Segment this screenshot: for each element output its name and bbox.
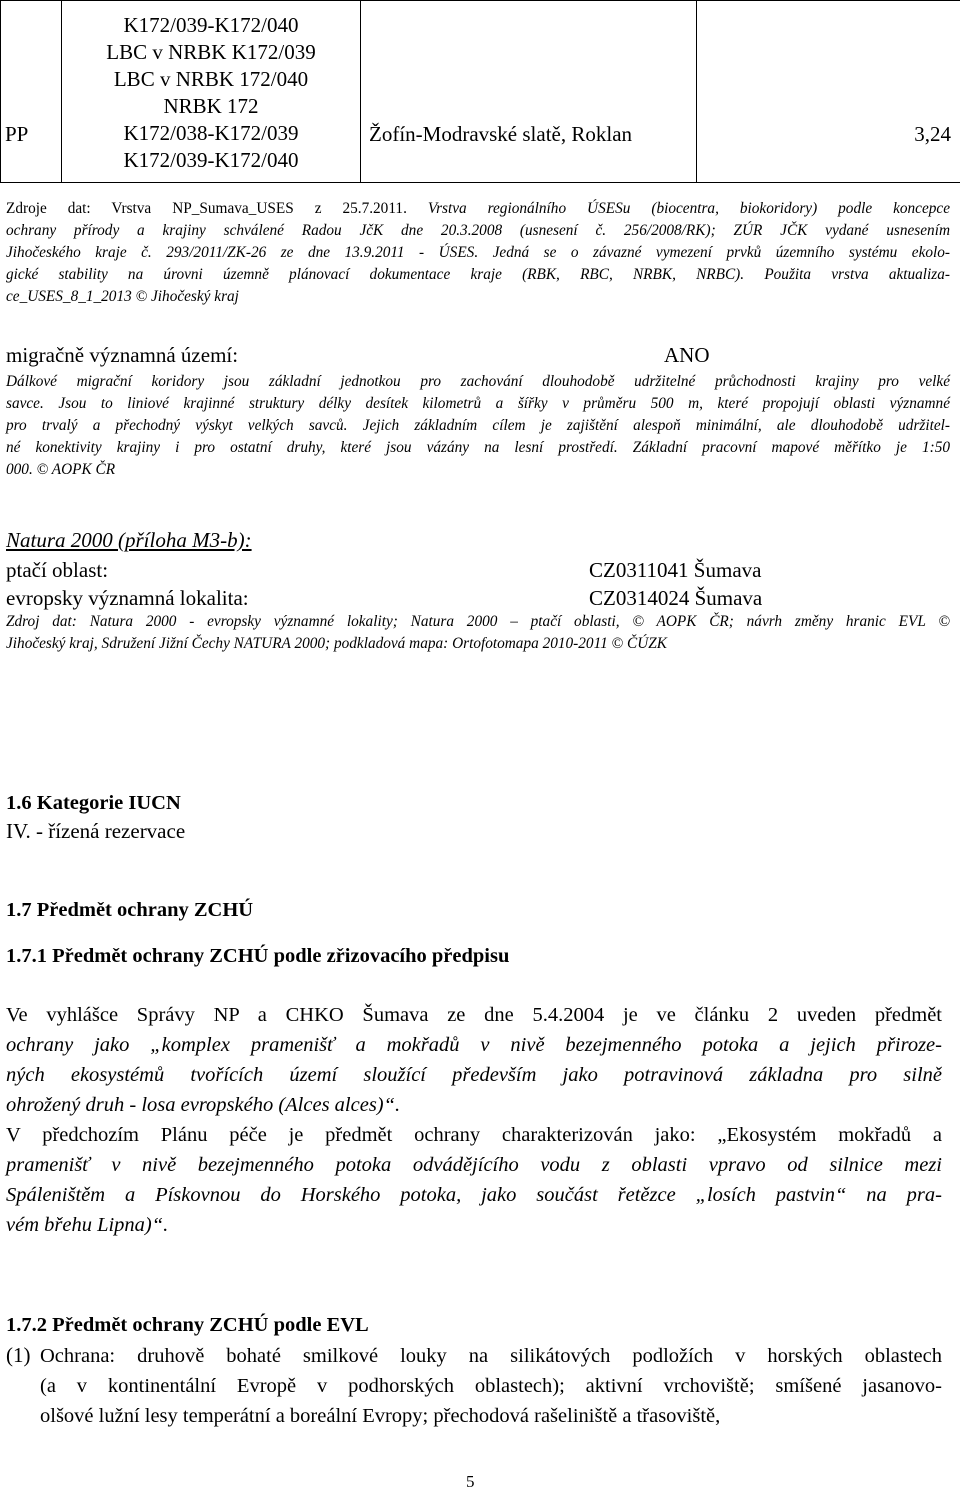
paragraph-line: Spáleništěm a Pískovnou do Horského potoka, jako součást řetězce „losích pastvin“ na pra- [6, 1184, 942, 1206]
code-line: K172/039-K172/040 [123, 148, 299, 172]
sources-line-italic: ochrany přírody a krajiny schválené Radou JčK dne 20.3.2008 (usnesení č. 256/2008/RK); ZÚR JČK vydané usnesením [6, 222, 950, 239]
protected-areas-table [0, 0, 960, 183]
code-line: LBC v NRBK K172/039 [106, 40, 316, 64]
paragraph-line: pramenišť v nivě bezejmenného potoka odvádějícího vodu z oblasti vpravo od silnice mezi [6, 1154, 942, 1176]
subject-heading: 1.7 Předmět ochrany ZCHÚ [6, 899, 254, 921]
natura-source-line: Zdroj dat: Natura 2000 - evropsky významné lokality; Natura 2000 – ptačí oblasti, © AOPK ČR; návrh změny hranic EVL © [6, 613, 950, 630]
paragraph-line: vém břehu Lipna)“. [6, 1214, 169, 1236]
sources-line-italic: Jihočeského kraje č. 293/2011/ZK-26 ze dne 13.9.2011 - ÚSES. [6, 244, 479, 261]
evl-value: CZ0314024 Šumava [589, 586, 763, 610]
natura-source [6, 611, 950, 655]
sources-line-italic: Jedná se o závazné vymezení prvků územního systému ekolo- [492, 244, 950, 261]
migration-value: ANO [664, 343, 710, 367]
migration-line: Dálkové migrační koridory jsou základní jednotkou pro zachování dlouhodobě udržitelné průchodnosti krajiny pro velké [6, 373, 950, 390]
bird-area-value: CZ0311041 Šumava [589, 558, 762, 582]
table-cell-type [1, 1, 62, 183]
data-sources-block [6, 198, 950, 308]
migration-line: pro trvalý a přechodný výskyt velkých savců. Jejich základním cílem je zajištění alespoň minimální, ale dlouhodobě udržitel- [6, 417, 950, 434]
item-number: (1) [6, 1343, 31, 1367]
item-line: olšové lužní lesy temperátní a boreální Evropy; přechodová rašeliniště a třasoviště, [40, 1405, 721, 1427]
migration-description [6, 371, 950, 481]
subject-subheading-evl: 1.7.2 Předmět ochrany ZCHÚ podle EVL [6, 1314, 369, 1336]
item-line: Ochrana: druhově bohaté smilkové louky na silikátových podložích v horských oblastech [40, 1345, 942, 1367]
natura-source-line: Jihočeský kraj, Sdružení Jižní Čechy NATURA 2000; podkladová mapa: Ortofotomapa 2010-2011 © ČÚZK [6, 635, 667, 652]
iucn-value: IV. - řízená rezervace [6, 819, 186, 843]
item-line: (a v kontinentální Evropě v podhorských oblastech); aktivní vrchoviště; smíšené jasanovo- [40, 1375, 942, 1397]
table-cell-name [361, 1, 697, 183]
sources-line: Zdroje dat: Vrstva NP_Sumava_USES z 25.7.2011. [6, 200, 407, 217]
evl-item-text [40, 1341, 942, 1431]
paragraph-line: Ve vyhlášce Správy NP a CHKO Šumava ze dne 5.4.2004 je ve článku 2 uveden předmět [6, 1004, 942, 1026]
sources-line-italic: Použita vrstva aktualiza- [764, 266, 950, 283]
sources-line-italic: gické stability na úrovni územně plánovací dokumentace kraje (RBK, RBC, NRBK, NRBC). [6, 266, 745, 283]
area-value: 3,24 [914, 122, 951, 146]
sources-line-italic: ce_USES_8_1_2013 © Jihočeský kraj [6, 288, 239, 305]
code-line: K172/038-K172/039 [123, 121, 299, 145]
paragraph-line: ochrany jako „komplex pramenišť a mokřadů v nivě bezejmenného potoka a jejich přiroze- [6, 1034, 942, 1056]
page-number: 5 [466, 1472, 475, 1491]
table-row [1, 1, 960, 183]
table-cell-codes [62, 1, 361, 183]
paragraph-line: V předchozím Plánu péče je předmět ochrany charakterizován jako: „Ekosystém mokřadů a [6, 1124, 942, 1146]
natura-heading: Natura 2000 (příloha M3-b): [6, 528, 252, 552]
evl-label: evropsky významná lokalita: [6, 586, 249, 610]
paragraph-line: ných ekosystémů tvořících území sloužící především jako potravinová základna pro silně [6, 1064, 942, 1086]
sources-line-italic: Vrstva regionálního ÚSESu (biocentra, biokoridory) podle koncepce [427, 200, 950, 217]
code-line: K172/039-K172/040 [123, 13, 299, 37]
migration-line: savce. Jsou to liniové krajinné struktury délky desítek kilometrů a šířky v průměru 500 m, které propojují oblasti významné [6, 395, 950, 412]
code-line: NRBK 172 [163, 94, 259, 118]
table-cell-area [697, 1, 960, 183]
iucn-heading: 1.6 Kategorie IUCN [6, 792, 181, 814]
paragraph-line: ohrožený druh - losa evropského (Alces alces)“. [6, 1094, 401, 1116]
bird-area-label: ptačí oblast: [6, 558, 109, 582]
migration-line: 000. © AOPK ČR [6, 461, 116, 478]
migration-label: migračně významná území: [6, 343, 239, 367]
cell-type-text: PP [5, 122, 29, 146]
decree-paragraph [6, 1000, 942, 1240]
code-line: LBC v NRBK 172/040 [113, 67, 309, 91]
subject-subheading-decree: 1.7.1 Předmět ochrany ZCHÚ podle zřizovacího předpisu [6, 945, 510, 967]
area-name: Žofín-Modravské slatě, Roklan [369, 122, 633, 146]
migration-line: né konektivity krajiny i pro ostatní druhy, které jsou vázány na lesní prostředí. Základní pracovní mapové měřítko je 1:50 [6, 439, 950, 456]
